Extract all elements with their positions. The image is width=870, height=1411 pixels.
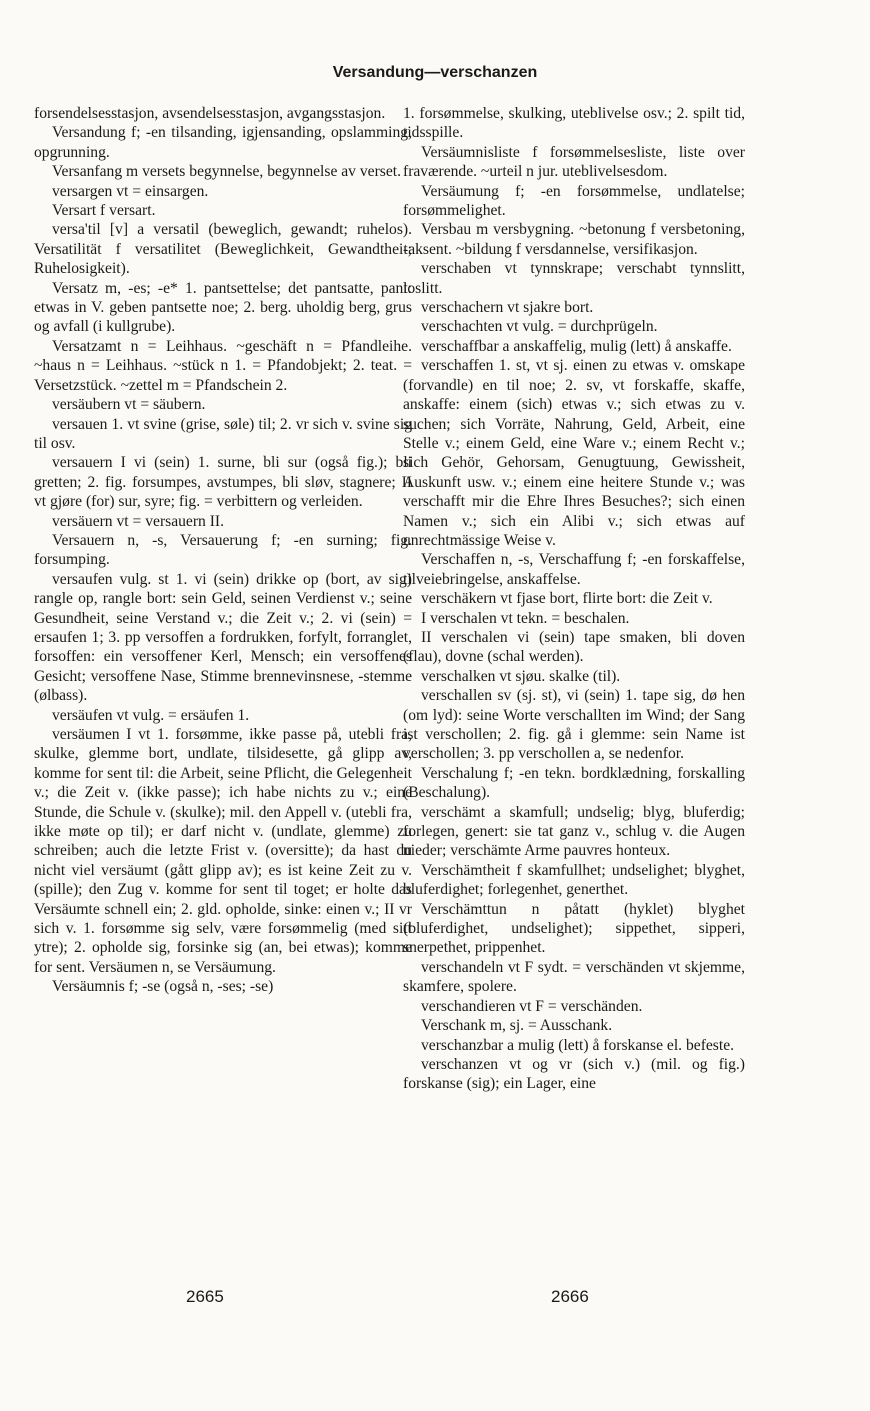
entry-versaeuern: versäuern vt = versauern II. — [52, 512, 225, 530]
entry-versatzamt: Versatzamt n = Leihhaus. ~geschäft n = Pfandleihe. ~haus n = Leihhaus. ~stück n 1. = Pfandobjekt; 2. teat. = Versetzstück. ~zettel m = Pfandschein 2. — [34, 337, 412, 394]
entry-verschandeln: verschandeln vt F sydt. = verschänden vt skjemme, skamfere, spolere. — [403, 958, 745, 996]
entry-versaeumnisliste: Versäumnisliste f forsømmelsesliste, liste over fraværende. ~urteil n jur. uteblivelsesdom. — [403, 143, 745, 181]
entry-verschaemt: verschämt a skamfull; undselig; blyg, bluferdig; forlegen, genert: sie tat ganz v., schlug v. die Augen nieder; verschämte Arme pauvres honteux. — [403, 803, 745, 860]
right-column — [403, 104, 745, 1094]
entry-versaeufen: versäufen vt vulg. = ersäufen 1. — [52, 706, 250, 724]
entry-verschaemtheit: Verschämtheit f skamfullhet; undselighet; blyghet, bluferdighet; forlegenhet, generthet. — [403, 861, 745, 899]
entry-versart: Versart f versart. — [52, 202, 156, 220]
entry-verschaemttun: Verschämttun n påtatt (hyklet) blyghet (bluferdighet, undselighet); sippethet, sipperi, snerpethet, prippenhet. — [403, 900, 745, 957]
entry-continuation: 1. forsømmelse, skulking, uteblivelse osv.; 2. spilt tid, tidsspille. — [403, 105, 745, 142]
entry-versaeumnis: Versäumnis f; -se (også n, -ses; -se) — [52, 978, 274, 996]
page-number-right: 2666 — [551, 1287, 589, 1306]
entry-versauern: versauern I vi (sein) 1. surne, bli sur (også fig.); bli gretten; 2. fig. forsumpes, avstumpes, bli sløv, stagnere; II vt gjøre (for) sur, syre; fig. = verbittern og verleiden. — [34, 454, 412, 511]
entry-versauerung: Versauern n, -s, Versauerung f; -en surning; fig. forsumping. — [34, 531, 412, 569]
entry-verschalken: verschalken vt sjøu. skalke (til). — [421, 667, 621, 685]
entry-verschandieren: verschandieren vt F = verschänden. — [421, 997, 643, 1015]
entry-verschaffen: verschaffen 1. st, vt sj. einen zu etwas v. omskape (forvandle) en til noe; 2. sv, vt forskaffe, skaffe, anskaffe: einem (sich) etwas v.; sich etwas zu v. suchen; sich Vorräte, Nahrung, Geld, Arbeit, eine Stelle v.; einem Geld, eine Ware v.; einem Recht v.; sich Gehör, Gehorsam, Genugtuung, Gewissheit, Auskunft usw. v.; einem eine heitere Stunde v.; was verschafft mir die Ehre Ihres Besuches?; sich einen Namen v.; sich ein Alibi v.; sich etwas auf unrechtmässige Weise v. — [403, 357, 745, 549]
entry-versandung: Versandung f; -en tilsanding, igjensanding, opslamming, opgrunning. — [34, 124, 412, 161]
entry-verschalung: Verschalung f; -en tekn. bordklædning, forskalling (Beschalung). — [403, 764, 745, 802]
entry-verschank: Verschank m, sj. = Ausschank. — [421, 1017, 613, 1035]
entry-continuation: forsendelsesstasjon, avsendelsesstasjon, avgangsstasjon. — [34, 105, 386, 122]
page-number-left: 2665 — [186, 1287, 224, 1306]
entry-versatil: versa'til [v] a versatil (beweglich, gewandt; ruhelos). Versatilität f versatilitet (Beweglichkeit, Gewandtheit; Ruhelosigkeit). — [34, 221, 412, 278]
left-column — [34, 104, 412, 997]
entry-versargen: versargen vt = einsargen. — [52, 182, 209, 200]
entry-verschalen-1: I verschalen vt tekn. = beschalen. — [421, 609, 630, 627]
entry-versaeumen: versäumen I vt 1. forsømme, ikke passe på, utebli fra, skulke, glemme bort, undlate, tilsidesette, gå glipp av, komme for sent til: die Arbeit, seine Pflicht, die Gelegenheit v.; die Zeit v. (ikke passe); ich habe nichts zu v.; eine Stunde, die Schule v. (skulke); mil. den Appell v. (utebli fra, ikke møte op til); er darf nicht v. (undlate, glemme) zu schreiben; auch die letzte Frist v. (oversitte); da hast du nicht viel versäumt (gått glipp av); es ist keine Zeit zu v. (spille); den Zug v. komme for sent til toget; er holte das Versäumte schnell ein; 2. gld. opholde, sinke: einen v.; II vr sich v. 1. forsømme sig selv, være forsømmelig (med sitt ytre); 2. opholde sig, forsinke sig (an, bei etwas); komme for sent. Versäumen n, se Versäumung. — [34, 726, 412, 976]
entry-versaufen: versaufen vulg. st 1. vi (sein) drikke op (bort, av sig) rangle op, rangle bort: sein Geld, seinen Verdienst v.; seine Gesundheit, seine Verstand v.; die Zeit v.; 2. vi (sein) = ersaufen 1; 3. pp versoffen a fordrukken, forfylt, forranglet, forsoffen: ein versoffener Kerl, Mensch; ein versoffenes Gesicht; versoffene Nase, Stimme brennevinsnese, -stemme (ølbass). — [34, 570, 412, 705]
entry-versatz: Versatz m, -es; -e* 1. pantsettelse; det pantsatte, pant: etwas in V. geben pantsette noe; 2. berg. uholdig berg, grus og avfall (i kullgrube). — [34, 279, 412, 336]
entry-verschachern: verschachern vt sjakre bort. — [421, 299, 594, 317]
entry-verschachten: verschachten vt vulg. = durchprügeln. — [421, 318, 658, 336]
page-header: Versandung—verschanzen — [332, 64, 538, 81]
entry-versauen: versauen 1. vt svine (grise, søle) til; 2. vr sich v. svine sig til osv. — [34, 415, 412, 452]
entry-verschallen: verschallen sv (sj. st), vi (sein) 1. tape sig, dø hen (om lyd): seine Worte verschallten im Wind; der Sang ist verschollen; 2. fig. gå i glemme: sein Name ist verschollen; 3. pp verschollen a, se nedenfor. — [403, 687, 745, 763]
entry-verschaffbar: verschaffbar a anskaffelig, mulig (lett) å anskaffe. — [421, 337, 732, 355]
entry-versbau: Versbau m versbygning. ~betonung f versbetoning, -aksent. ~bildung f versdannelse, versifikasjon. — [403, 221, 745, 258]
entry-versaeubern: versäubern vt = säubern. — [52, 396, 206, 414]
entry-verschaekern: verschäkern vt fjase bort, flirte bort: die Zeit v. — [421, 590, 713, 608]
entry-verschaben: verschaben vt tynnskrape; verschabt tynnslitt, loslitt. — [403, 260, 745, 297]
entry-versaeumung: Versäumung f; -en forsømmelse, undlatelse; forsømmelighet. — [403, 182, 745, 220]
entry-verschanzbar: verschanzbar a mulig (lett) å forskanse el. befeste. — [421, 1036, 735, 1054]
entry-verschalen-2: II verschalen vi (sein) tape smaken, bli doven (flau), dovne (schal werden). — [403, 628, 745, 666]
entry-verschaffung: Verschaffen n, -s, Verschaffung f; -en forskaffelse, tilveiebringelse, anskaffelse. — [403, 551, 745, 588]
entry-verschanzen: verschanzen vt og vr (sich v.) (mil. og fig.) forskanse (sig); ein Lager, eine — [403, 1055, 745, 1093]
entry-versanfang: Versanfang m versets begynnelse, begynnelse av verset. — [52, 163, 402, 181]
